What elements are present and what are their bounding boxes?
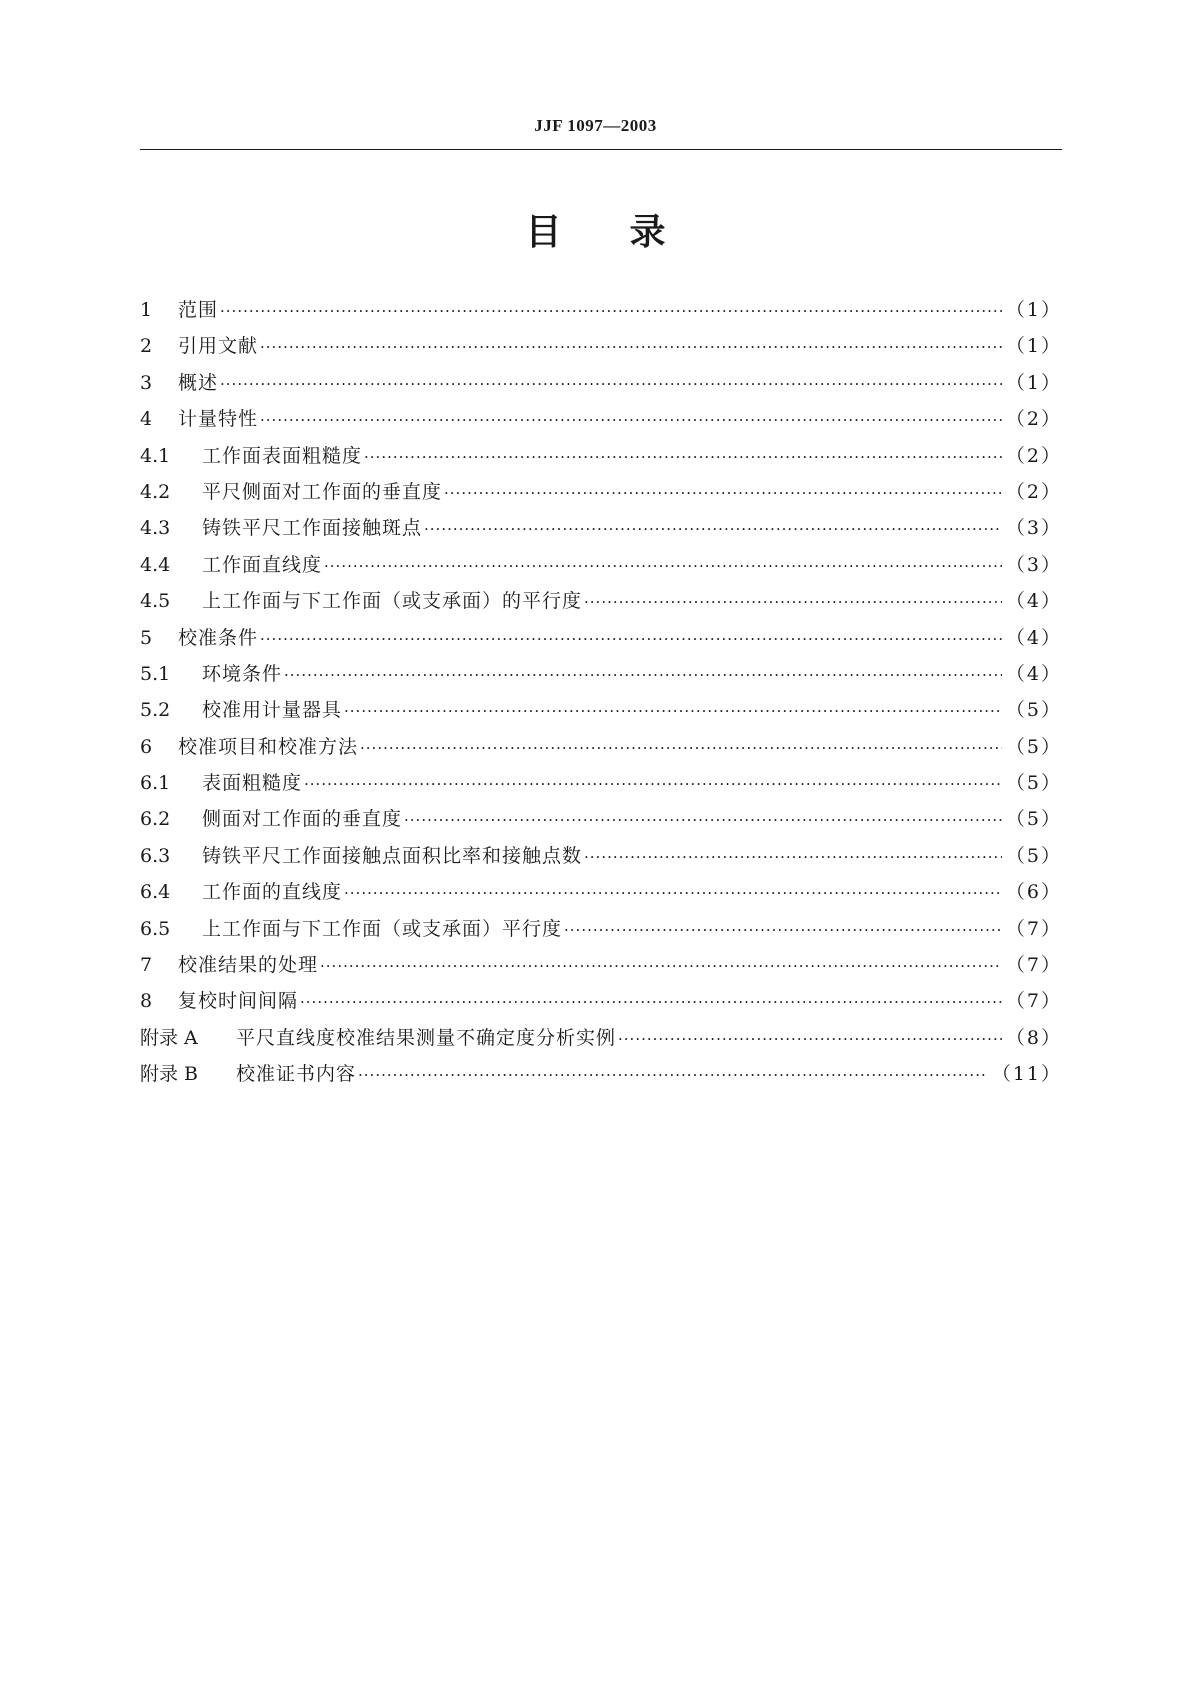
toc-entry[interactable] [140,583,1062,619]
toc-entry-label: 计量特性 [178,408,259,431]
toc-entry-page: （5） [1005,735,1062,758]
toc-entry-number: 5.1 [140,662,171,685]
toc-entry[interactable] [140,692,1062,728]
toc-dot-leader [284,657,1002,693]
toc-entry-number: 4 [140,408,153,431]
toc-entry-label: 表面粗糙度 [202,772,303,795]
toc-entry[interactable] [140,838,1062,874]
toc-dot-leader [260,621,1002,657]
toc-entry-label: 平尺直线度校准结果测量不确定度分析实例 [236,1026,617,1049]
toc-entry[interactable] [140,1056,1062,1092]
toc-entry-label: 工作面的直线度 [202,881,343,904]
document-code-header: JJF 1097—2003 [534,116,657,135]
toc-entry[interactable] [140,620,1062,656]
toc-entry-page: （8） [1005,1026,1062,1049]
toc-entry-number: 6 [140,735,153,758]
table-of-contents [140,292,1062,1093]
toc-entry[interactable] [140,365,1062,401]
page-title: 目录 [525,212,734,253]
toc-entry-label: 铸铁平尺工作面接触斑点 [202,517,423,540]
toc-entry-number: 5 [140,626,153,649]
toc-dot-leader [404,802,1002,838]
toc-dot-leader [260,402,1002,438]
toc-entry-number: 4.4 [140,553,171,576]
toc-entry[interactable] [140,874,1062,910]
toc-dot-leader [324,548,1002,584]
toc-entry[interactable] [140,729,1062,765]
toc-entry[interactable] [140,328,1062,364]
toc-entry-page: （7） [1005,917,1062,940]
toc-entry-number: 6.2 [140,808,171,831]
toc-dot-leader [364,439,1002,475]
toc-entry-label: 范围 [178,299,219,321]
toc-entry-label: 复校时间间隔 [178,990,299,1013]
toc-entry-page: （4） [1005,662,1062,685]
toc-entry-number: 6.1 [140,772,171,795]
toc-dot-leader [564,912,1002,948]
toc-entry-page: （1） [1005,299,1062,321]
toc-entry[interactable] [140,401,1062,437]
toc-entry-label: 校准证书内容 [236,1063,357,1086]
toc-entry-page: （3） [1005,517,1062,540]
toc-entry-label: 校准用计量器具 [202,699,343,722]
toc-entry-page: （2） [1005,444,1062,467]
toc-entry[interactable] [140,947,1062,983]
toc-entry[interactable] [140,911,1062,947]
toc-entry-number: 8 [140,990,153,1013]
toc-entry-page: （3） [1005,553,1062,576]
toc-dot-leader [220,366,1002,402]
toc-entry-number: 附录 B [140,1063,199,1086]
toc-entry-number: 6.5 [140,917,171,940]
toc-dot-leader [358,1057,988,1093]
toc-entry-label: 概述 [178,371,219,394]
toc-entry-label: 侧面对工作面的垂直度 [202,808,403,831]
toc-entry-label: 校准条件 [178,626,259,649]
toc-entry-page: （5） [1005,808,1062,831]
toc-entry-label: 工作面直线度 [202,553,323,576]
toc-entry-number: 5.2 [140,699,171,722]
toc-dot-leader [304,766,1002,802]
toc-entry-number: 6.3 [140,844,171,867]
toc-dot-leader [444,475,1002,511]
toc-entry[interactable] [140,765,1062,801]
toc-entry-label: 上工作面与下工作面（或支承面）平行度 [202,917,563,940]
toc-entry-page: （5） [1005,699,1062,722]
toc-dot-leader [424,511,1002,547]
toc-entry-page: （2） [1005,480,1062,503]
toc-entry[interactable] [140,656,1062,692]
toc-entry-label: 平尺侧面对工作面的垂直度 [202,480,443,503]
toc-entry[interactable] [140,983,1062,1019]
toc-dot-leader [260,329,1002,365]
header-divider [140,149,1062,150]
toc-dot-leader [360,730,1002,766]
toc-dot-leader [220,293,1002,329]
toc-entry-page: （2） [1005,408,1062,431]
toc-dot-leader [584,839,1002,875]
toc-entry-number: 2 [140,335,153,358]
toc-entry-label: 引用文献 [178,335,259,358]
toc-entry[interactable] [140,292,1062,328]
toc-entry-number: 3 [140,371,153,394]
toc-entry-page: （4） [1005,590,1062,613]
toc-entry[interactable] [140,801,1062,837]
toc-entry[interactable] [140,438,1062,474]
toc-dot-leader [584,584,1002,620]
toc-dot-leader [300,984,1002,1020]
toc-entry-page: （7） [1005,990,1062,1013]
toc-entry-label: 上工作面与下工作面（或支承面）的平行度 [202,590,583,613]
toc-entry-page: （1） [1005,371,1062,394]
toc-dot-leader [344,693,1002,729]
toc-entry-label: 校准项目和校准方法 [178,735,359,758]
toc-entry-number: 4.3 [140,517,171,540]
toc-entry-page: （4） [1005,626,1062,649]
toc-entry[interactable] [140,547,1062,583]
toc-entry-page: （11） [991,1063,1062,1086]
toc-dot-leader [344,875,1002,911]
toc-entry-number: 4.2 [140,480,171,503]
toc-entry-number: 6.4 [140,881,171,904]
toc-dot-leader [320,948,1002,984]
toc-entry-page: （5） [1005,844,1062,867]
toc-entry-page: （5） [1005,772,1062,795]
toc-entry-number: 4.1 [140,444,171,467]
toc-entry-page: （1） [1005,335,1062,358]
toc-entry[interactable] [140,474,1062,510]
toc-entry-label: 校准结果的处理 [178,954,319,977]
toc-dot-leader [618,1021,1002,1057]
toc-entry-number: 1 [140,299,153,321]
toc-entry-page: （7） [1005,954,1062,977]
toc-entry[interactable] [140,1020,1062,1056]
toc-entry-label: 工作面表面粗糙度 [202,444,363,467]
toc-entry[interactable] [140,510,1062,546]
toc-entry-page: （6） [1005,881,1062,904]
toc-entry-number: 附录 A [140,1026,198,1049]
toc-entry-label: 铸铁平尺工作面接触点面积比率和接触点数 [202,844,583,867]
toc-entry-number: 4.5 [140,590,171,613]
toc-entry-label: 环境条件 [202,662,283,685]
toc-entry-number: 7 [140,954,153,977]
